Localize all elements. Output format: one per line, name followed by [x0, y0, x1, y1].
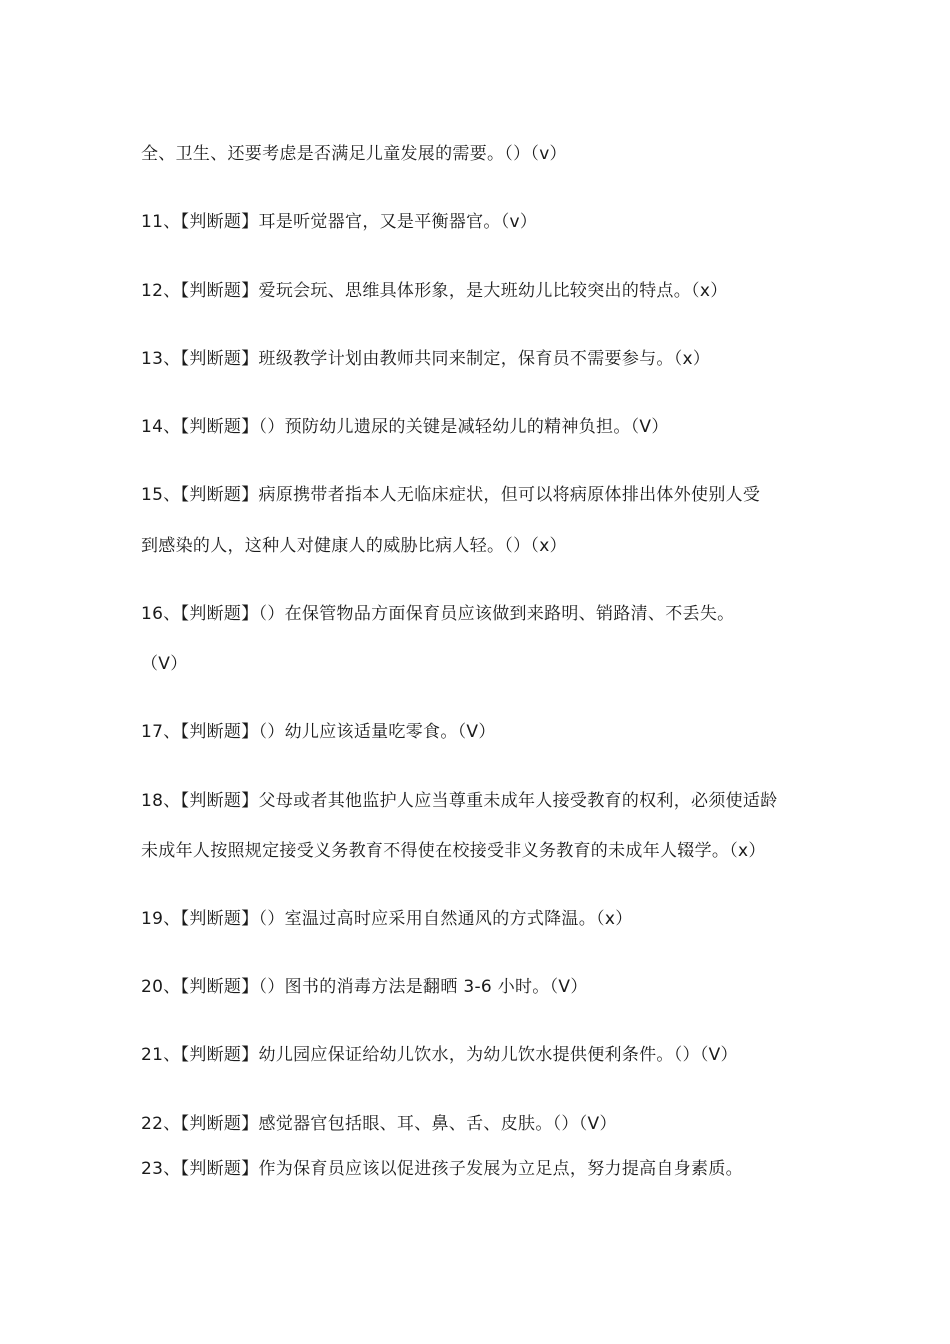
question-22: 22、【判断题】感觉器官包括眼、耳、鼻、舌、皮肤。（）（V）	[141, 1114, 617, 1134]
question-15-line-1: 15、【判断题】病原携带者指本人无临床症状，但可以将病原体排出体外使别人受	[141, 485, 761, 505]
question-20: 20、【判断题】（）图书的消毒方法是翻晒 3-6 小时。（V）	[141, 977, 588, 997]
question-12: 12、【判断题】爱玩会玩、思维具体形象，是大班幼儿比较突出的特点。（x）	[141, 281, 728, 301]
question-17: 17、【判断题】（）幼儿应该适量吃零食。（V）	[141, 722, 496, 742]
text-line: 全、卫生、还要考虑是否满足儿童发展的需要。（）（v）	[141, 144, 567, 164]
question-15-line-2: 到感染的人，这种人对健康人的威胁比病人轻。（）（x）	[141, 536, 567, 556]
question-14: 14、【判断题】（）预防幼儿遗尿的关键是减轻幼儿的精神负担。（V）	[141, 417, 669, 437]
question-16-line-1: 16、【判断题】（）在保管物品方面保育员应该做到来路明、销路清、不丢失。	[141, 604, 735, 624]
question-16-line-2: （V）	[141, 654, 188, 674]
question-13: 13、【判断题】班级教学计划由教师共同来制定，保育员不需要参与。（x）	[141, 349, 711, 369]
question-19: 19、【判断题】（）室温过高时应采用自然通风的方式降温。（x）	[141, 909, 633, 929]
question-11: 11、【判断题】耳是听觉器官，又是平衡器官。（v）	[141, 212, 538, 232]
question-23: 23、【判断题】作为保育员应该以促进孩子发展为立足点，努力提高自身素质。	[141, 1159, 743, 1179]
question-21: 21、【判断题】幼儿园应保证给幼儿饮水，为幼儿饮水提供便利条件。（）（V）	[141, 1045, 738, 1065]
question-18-line-1: 18、【判断题】父母或者其他监护人应当尊重未成年人接受教育的权利，必须使适龄	[141, 791, 778, 811]
question-18-line-2: 未成年人按照规定接受义务教育不得使在校接受非义务教育的未成年人辍学。（x）	[141, 841, 766, 861]
